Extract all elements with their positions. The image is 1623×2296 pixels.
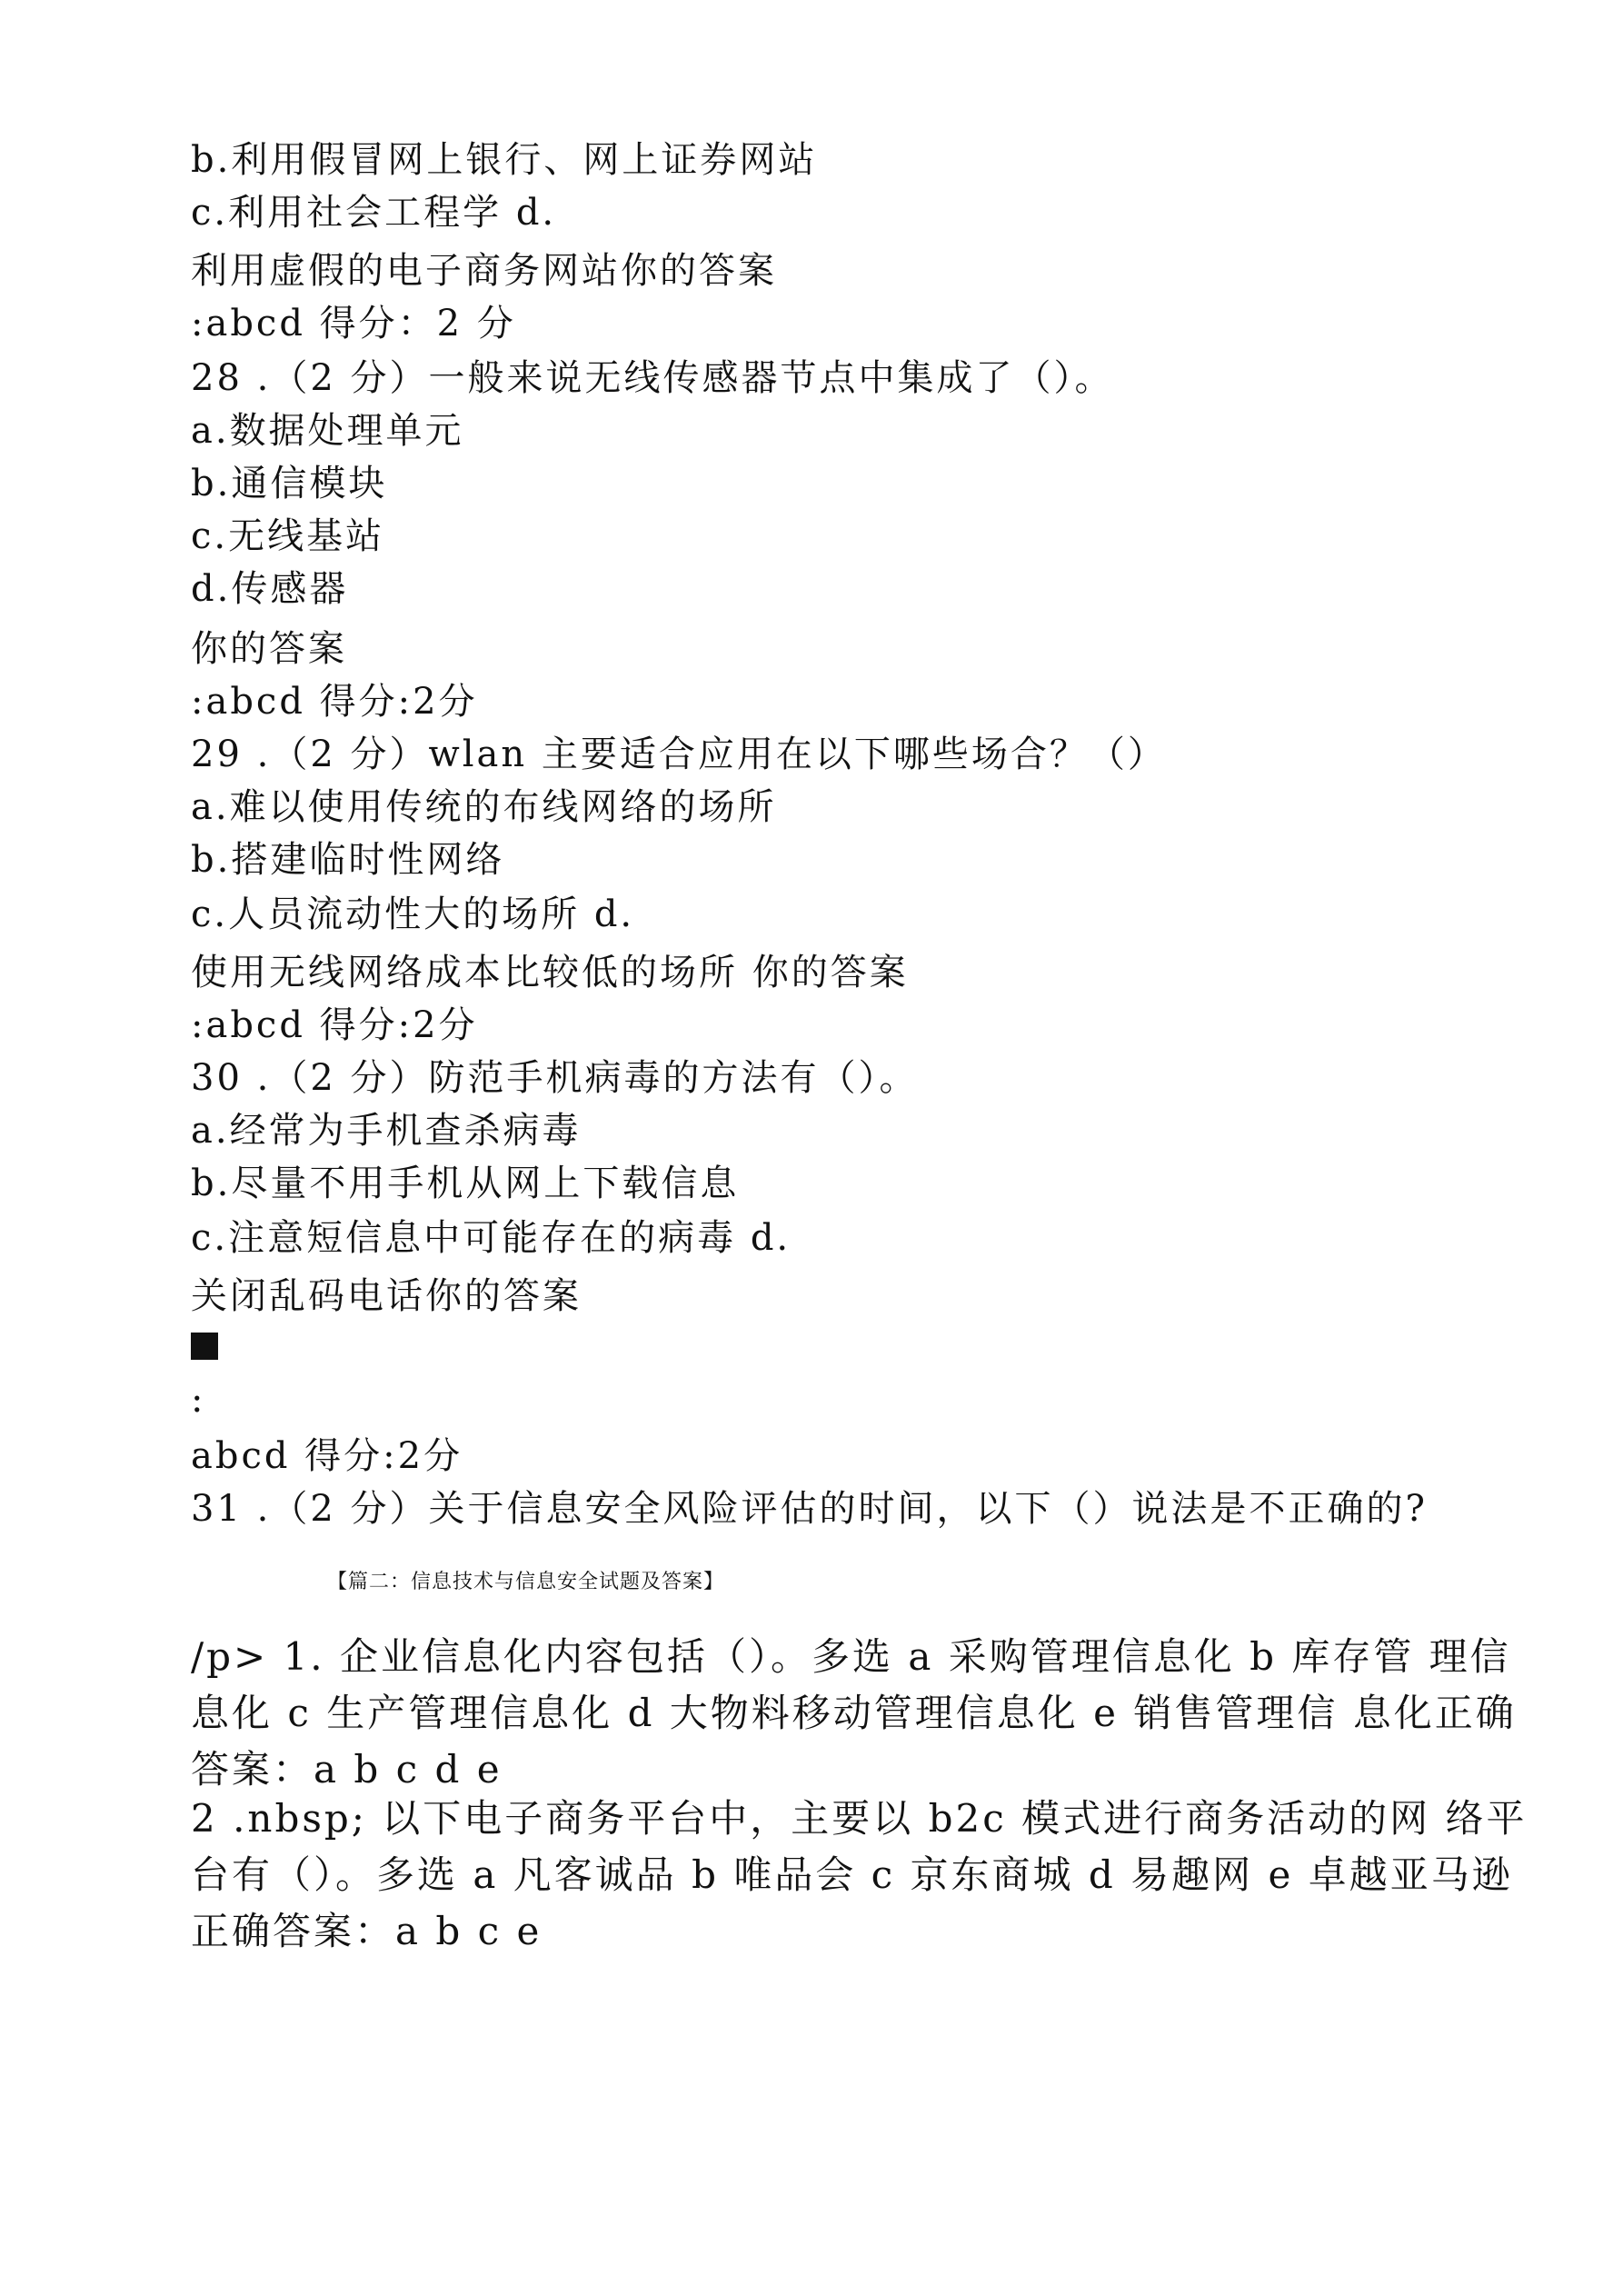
option-line: a.难以使用传统的布线网络的场所 (191, 786, 777, 828)
paragraph-line: 答案：a b c d e (191, 1747, 503, 1792)
question-28: 28 .（2 分）一般来说无线传感器节点中集成了（）。 (191, 357, 1114, 399)
paragraph-line: /p> 1. 企业信息化内容包括（）。多选 a 采购管理信息化 b 库存管 理信 (191, 1634, 1511, 1679)
text-line: b.利用假冒网上银行、网上证券网站 (191, 139, 818, 181)
paragraph-line: 台有（）。多选 a 凡客诚品 b 唯品会 c 京东商城 d 易趣网 e 卓越亚马逊 (191, 1852, 1513, 1897)
text-line: :abcd 得分:2分 (191, 681, 478, 723)
question-31: 31 .（2 分）关于信息安全风险评估的时间，以下（）说法是不正确的? (191, 1488, 1428, 1530)
option-line: b.搭建临时性网络 (191, 839, 505, 881)
text-line: 关闭乱码电话你的答案 (191, 1275, 582, 1317)
paragraph-line: 2 .nbsp; 以下电子商务平台中，主要以 b2c 模式进行商务活动的网 络平 (191, 1796, 1528, 1841)
question-30: 30 .（2 分）防范手机病毒的方法有（）。 (191, 1057, 919, 1099)
paragraph-line: 正确答案：a b c e (191, 1909, 543, 1953)
option-line: a.数据处理单元 (191, 410, 464, 452)
text-line: :abcd 得分:2分 (191, 1004, 478, 1046)
option-line: c.注意短信息中可能存在的病毒 d. (191, 1217, 792, 1259)
text-line: c.利用社会工程学 d. (191, 192, 557, 234)
text-line: 利用虚假的电子商务网站你的答案 (191, 250, 777, 292)
text-line: : (191, 1379, 206, 1421)
option-line: b.通信模块 (191, 463, 388, 504)
text-line: :abcd 得分：2 分 (191, 303, 516, 344)
black-square-mark (191, 1323, 218, 1372)
text-line: abcd 得分:2分 (191, 1435, 463, 1477)
option-line: c.无线基站 (191, 515, 385, 557)
option-line: c.人员流动性大的场所 d. (191, 893, 635, 935)
section-heading: 【篇二：信息技术与信息安全试题及答案】 (327, 1571, 725, 1593)
option-line: a.经常为手机查杀病毒 (191, 1110, 582, 1152)
option-line: b.尽量不用手机从网上下载信息 (191, 1163, 740, 1204)
paragraph-line: 息化 c 生产管理信息化 d 大物料移动管理信息化 e 销售管理信 息化正确 (191, 1691, 1517, 1735)
paragraph-1 (191, 1629, 1517, 1798)
question-29: 29 .（2 分）wlan 主要适合应用在以下哪些场合？（） (191, 734, 1167, 775)
option-line: d.传感器 (191, 568, 349, 610)
paragraph-2 (191, 1791, 1528, 1960)
text-line: 使用无线网络成本比较低的场所 你的答案 (191, 952, 909, 993)
square-icon (191, 1333, 218, 1360)
text-line: 你的答案 (191, 628, 347, 670)
